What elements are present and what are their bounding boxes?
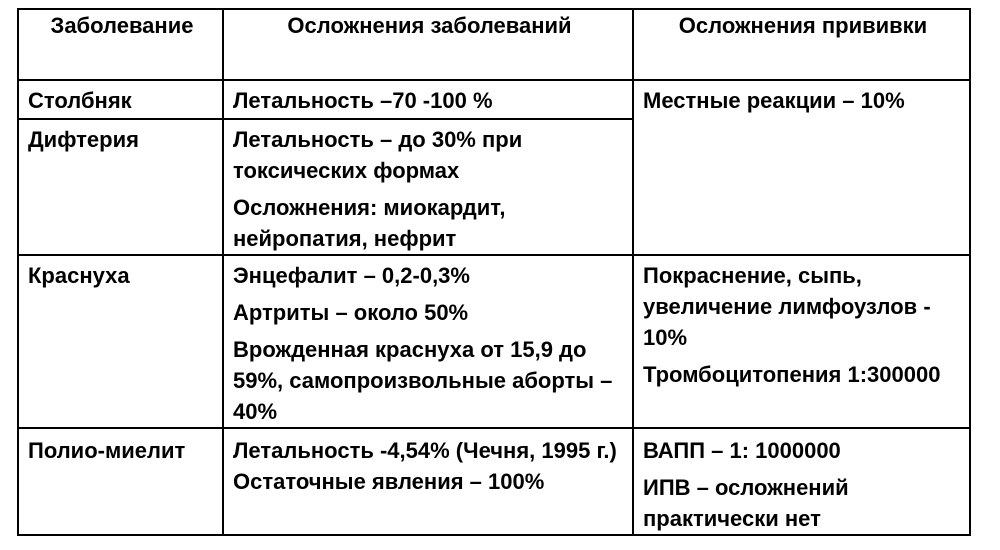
complications-cell-rubella [223,255,633,428]
vaccine-complication-text: Покраснение, сыпь, увеличение лимфоузлов - 10% [643,263,931,350]
disease-cell-tetanus [18,80,223,119]
disease-cell-polio [18,428,223,535]
complication-text: Летальность – до 30% при токсических формах [233,127,523,183]
vaccine-cell-polio [633,428,970,535]
disease-cell-rubella [18,255,223,428]
vaccine-cell-tetanus-diphtheria [633,80,970,255]
disease-name: Краснуха [28,263,130,288]
disease-name: Дифтерия [28,127,139,152]
table-row-rubella [18,255,970,428]
complication-text: Летальность –70 -100 % [233,88,493,113]
vaccine-complication-text: Тромбоцитопения 1:300000 [643,362,941,387]
vaccine-complication-text: Местные реакции – 10% [643,88,905,113]
disease-name: Полио-миелит [28,438,186,463]
vaccine-complication-text: ВАПП – 1: 1000000 [643,438,841,463]
disease-complications-table [17,8,971,536]
complication-text: Летальность -4,54% (Чечня, 1995 г.) Остаточные явления – 100% [233,438,617,494]
complications-cell-diphtheria [223,119,633,255]
table-row-tetanus [18,80,970,119]
complication-text: Артриты – около 50% [233,300,469,325]
disease-cell-diphtheria [18,119,223,255]
disease-name: Столбняк [28,88,132,113]
vaccine-cell-rubella [633,255,970,428]
header-vaccine-complications: Осложнения прививки [633,9,970,80]
header-disease: Заболевание [18,9,223,80]
header-disease-complications: Осложнения заболеваний [223,9,633,80]
complication-text: Врожденная краснуха от 15,9 до 59%, самопроизвольные аборты – 40% [233,337,613,424]
table-row-polio [18,428,970,535]
complication-text: Осложнения: миокардит, нейропатия, нефрит [233,195,506,251]
complications-cell-tetanus [223,80,633,119]
complications-cell-polio [223,428,633,535]
complication-text: Энцефалит – 0,2-0,3% [233,263,470,288]
header-row [18,9,970,80]
vaccine-complication-text: ИПВ – осложнений практически нет [643,475,849,531]
